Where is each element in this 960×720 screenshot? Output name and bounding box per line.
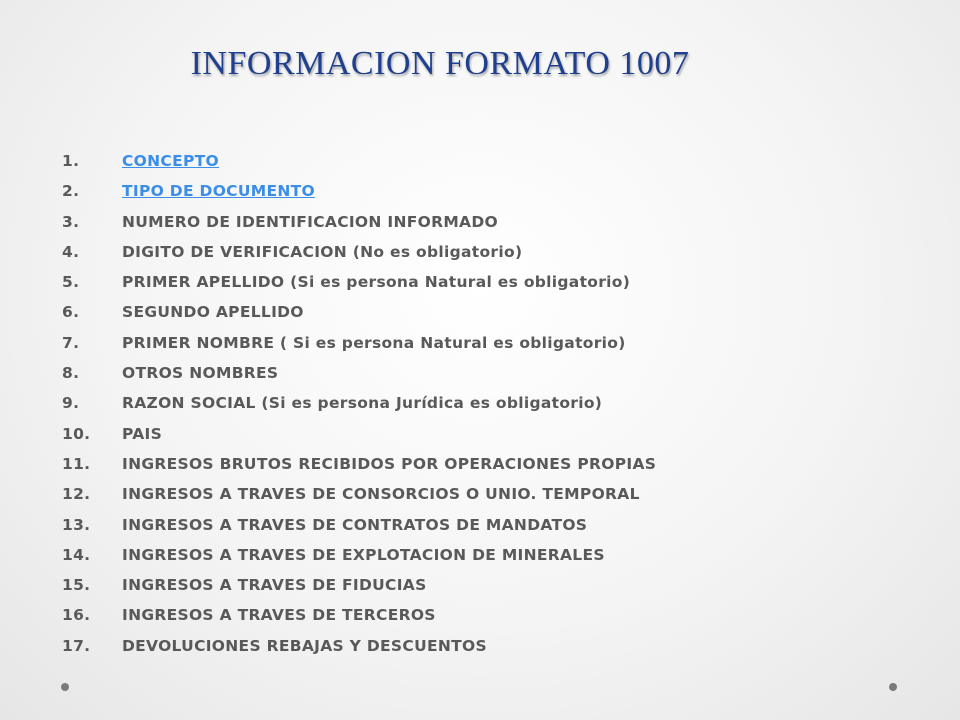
list-item <box>62 267 656 297</box>
item-text: PAIS <box>122 424 163 443</box>
slide-title: INFORMACION FORMATO 1007 <box>190 44 690 82</box>
item-text: INGRESOS A TRAVES DE FIDUCIAS <box>122 576 427 595</box>
item-text: DEVOLUCIONES REBAJAS Y DESCUENTOS <box>122 636 487 655</box>
list-item <box>62 631 656 661</box>
item-text: INGRESOS A TRAVES DE CONSORCIOS O UNIO. TEMPORAL <box>122 485 640 504</box>
list-item <box>62 328 656 358</box>
list-item <box>62 388 656 418</box>
item-text: INGRESOS A TRAVES DE TERCEROS <box>122 606 436 625</box>
item-text: INGRESOS BRUTOS RECIBIDOS POR OPERACIONES PROPIAS <box>122 454 657 473</box>
item-number: 13. <box>62 515 91 534</box>
item-number: 2. <box>62 182 80 201</box>
item-text: RAZON SOCIAL (Si es persona Jurídica es obligatorio) <box>122 394 603 413</box>
item-number: 8. <box>62 364 80 383</box>
list-item <box>62 449 656 479</box>
list-item <box>62 207 656 237</box>
list-item <box>62 570 656 600</box>
item-number: 10. <box>62 424 91 443</box>
list-item[interactable] <box>62 146 656 176</box>
item-link[interactable]: TIPO DE DOCUMENTO <box>122 182 315 201</box>
field-list <box>62 146 656 661</box>
list-item <box>62 419 656 449</box>
item-number: 5. <box>62 273 80 292</box>
item-number: 14. <box>62 545 91 564</box>
item-number: 9. <box>62 394 80 413</box>
item-number: 16. <box>62 606 91 625</box>
item-number: 7. <box>62 333 80 352</box>
item-number: 15. <box>62 576 91 595</box>
item-number: 6. <box>62 303 80 322</box>
item-number: 11. <box>62 454 91 473</box>
list-item <box>62 540 656 570</box>
item-number: 12. <box>62 485 91 504</box>
list-item[interactable] <box>62 176 656 206</box>
item-number: 4. <box>62 242 80 261</box>
item-text: PRIMER NOMBRE ( Si es persona Natural es obligatorio) <box>122 333 626 352</box>
item-text: SEGUNDO APELLIDO <box>122 303 304 322</box>
item-text: INGRESOS A TRAVES DE EXPLOTACION DE MINERALES <box>122 545 605 564</box>
item-text: PRIMER APELLIDO (Si es persona Natural es obligatorio) <box>122 273 631 292</box>
list-item <box>62 297 656 327</box>
list-item <box>62 600 656 630</box>
bullet-dot-left <box>61 683 69 691</box>
item-link[interactable]: CONCEPTO <box>122 152 219 170</box>
item-text: NUMERO DE IDENTIFICACION INFORMADO <box>122 212 498 231</box>
item-text: OTROS NOMBRES <box>122 364 279 383</box>
item-number: 3. <box>62 212 80 231</box>
item-number: 17. <box>62 636 91 655</box>
item-text: DIGITO DE VERIFICACION (No es obligatorio) <box>122 242 523 261</box>
list-item <box>62 479 656 509</box>
item-number: 1. <box>62 152 80 170</box>
list-item <box>62 237 656 267</box>
bullet-dot-right <box>889 683 897 691</box>
item-text: INGRESOS A TRAVES DE CONTRATOS DE MANDATOS <box>122 515 588 534</box>
list-item <box>62 358 656 388</box>
list-item <box>62 510 656 540</box>
